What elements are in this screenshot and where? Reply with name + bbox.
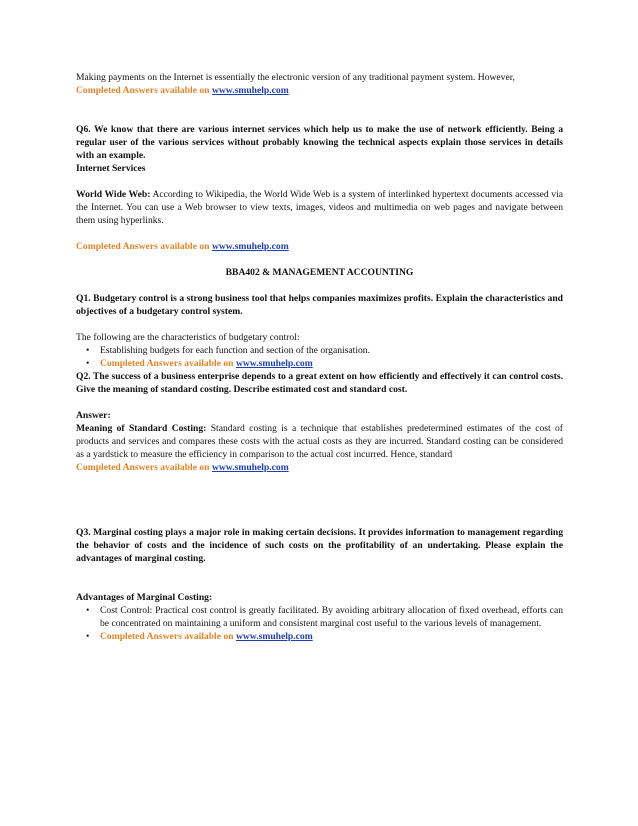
q3-question: Q3. Marginal costing plays a major role in making certain decisions. It provides information to management regarding the behavior of costs and the incidence of such costs on the profitability of an undertaking. Please explain the advantages of marginal costing. — [76, 527, 563, 564]
intro-paragraph — [76, 71, 563, 97]
bullet-icon: • — [86, 345, 90, 356]
q1-bullet-list — [76, 344, 563, 370]
bullet-icon: • — [86, 605, 90, 616]
cta-label: Completed Answers available on — [76, 241, 210, 252]
q1-intro: The following are the characteristics of budgetary control: — [76, 332, 300, 343]
cta-label: Completed Answers available on — [76, 85, 210, 96]
q6-subheading: Internet Services — [76, 163, 146, 174]
section-title: BBA402 & MANAGEMENT ACCOUNTING — [225, 267, 414, 278]
q3-advantages-heading: Advantages of Marginal Costing: — [76, 592, 213, 603]
q6-www-text: According to Wikipedia, the World Wide Web is a system of interlinked hypertext documents accessed via the Internet. You can use a Web browser to view texts, images, videos and multimedia on web pages and navigate between them using hyperlinks. — [76, 189, 563, 226]
cta-label: Completed Answers available on — [100, 631, 234, 642]
bullet-icon: • — [86, 631, 90, 642]
q1-bullet-item — [76, 344, 563, 357]
cta-link[interactable]: www.smuhelp.com — [211, 85, 289, 96]
cta-label: Completed Answers available on — [76, 462, 210, 473]
q1-question: Q1. Budgetary control is a strong business tool that helps companies maximizes profits. Explain the characteristics and objectives of a budgetary control system. — [76, 293, 563, 317]
q1-bullet-text: Establishing budgets for each function and section of the organisation. — [100, 345, 370, 356]
cta-link[interactable]: www.smuhelp.com — [211, 241, 289, 252]
q3-bullet-item — [76, 630, 563, 643]
q6-question: Q6. We know that there are various internet services which help us to make the use of network efficiently. Being a regular user of the various services without probably knowing the technical aspects explain those services in details with an example. — [76, 124, 563, 161]
q3-bullet-text: Cost Control: Practical cost control is greatly facilitated. By avoiding arbitrary allocation of fixed overhead, efforts can be concentrated on maintaining a uniform and consistent marginal cost useful to the various levels of management. — [100, 605, 563, 629]
q3-bullet-list — [76, 604, 563, 643]
cta-link[interactable]: www.smuhelp.com — [235, 358, 313, 369]
q2-text: Standard costing is a technique that establishes predetermined estimates of the cost of products and services and compares these costs with the actual costs as they are incurred. Standard costing can be considered as a yardstick to measure the efficiency in comparison to the actual cost incurred. Hence, standard — [76, 423, 563, 460]
q6-www-paragraph — [76, 188, 563, 227]
q6-www-term: World Wide Web: — [76, 189, 151, 200]
q3-bullet-item — [76, 604, 563, 630]
q2-answer-label: Answer: — [76, 410, 111, 421]
q2-term: Meaning of Standard Costing: — [76, 423, 207, 434]
intro-text: Making payments on the Internet is essentially the electronic version of any traditional payment system. However, — [76, 72, 515, 83]
cta-link[interactable]: www.smuhelp.com — [235, 631, 313, 642]
document-content — [76, 71, 563, 643]
bullet-icon: • — [86, 358, 90, 369]
cta-label: Completed Answers available on — [100, 358, 234, 369]
q2-question: Q2. The success of a business enterprise depends to a great extent on how efficiently and effectively it can control costs. Give the meaning of standard costing. Describe estimated cost and standard cost. — [76, 371, 563, 395]
cta-link[interactable]: www.smuhelp.com — [211, 462, 289, 473]
q1-bullet-item — [76, 357, 563, 370]
cta-line — [76, 240, 563, 253]
q2-standard-costing-paragraph — [76, 422, 563, 474]
